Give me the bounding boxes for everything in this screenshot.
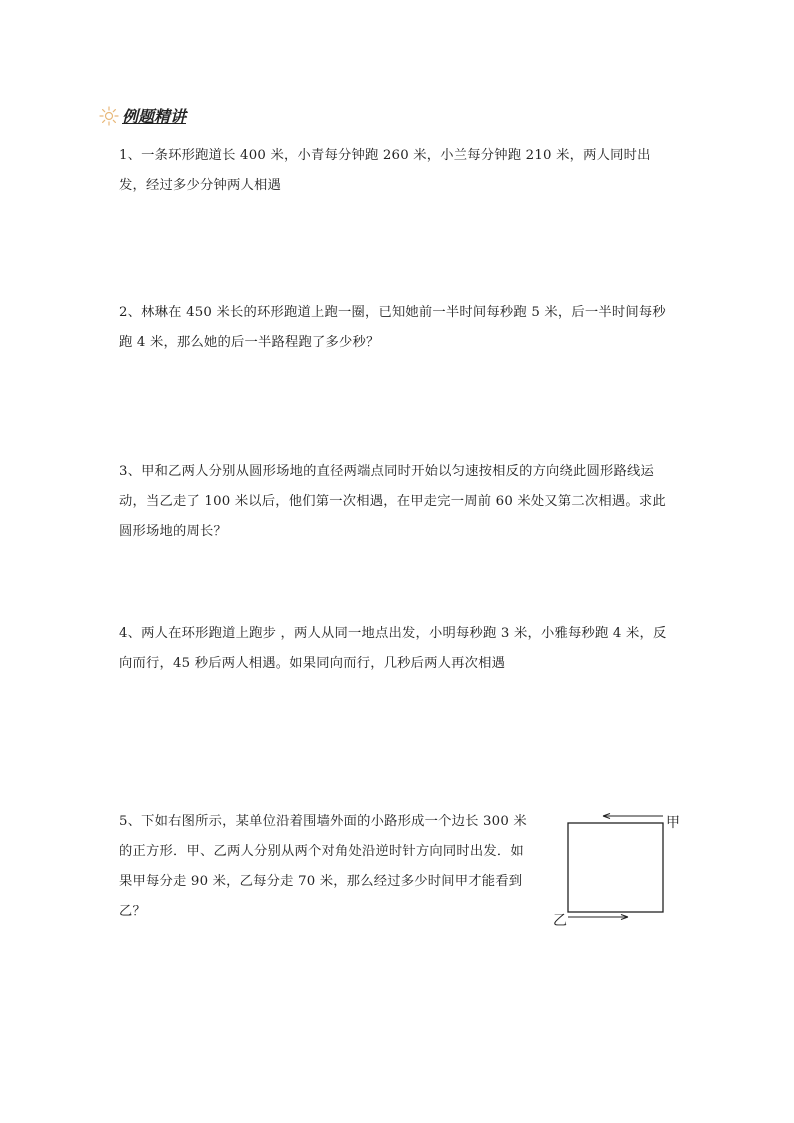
problem-line: 4、两人在环形跑道上跑步 ，两人从同一地点出发，小明每秒跑 3 米，小雅每秒跑 4 米，反 — [119, 626, 667, 641]
sun-icon — [98, 105, 120, 127]
arrow-right-icon — [568, 915, 628, 920]
problem-4 — [119, 619, 667, 679]
section-title: 例题精讲 — [122, 107, 187, 126]
problem-3 — [119, 457, 666, 547]
problem-2 — [119, 298, 666, 358]
problem-line: 果甲每分走 90 米，乙每分走 70 米，那么经过多少时间甲才能看到 — [119, 874, 523, 889]
problem-line: 乙？ — [119, 904, 146, 919]
problem-line: 5、下如右图所示，某单位沿着围墙外面的小路形成一个边长 300 米 — [119, 814, 527, 829]
problem-line: 2、林琳在 450 米长的环形跑道上跑一圈，已知她前一半时间每秒跑 5 米，后一半时间每秒 — [119, 305, 666, 320]
label-yi: 乙 — [553, 913, 567, 929]
label-jia: 甲 — [666, 815, 680, 831]
problem-line: 3、甲和乙两人分别从圆形场地的直径两端点同时开始以匀速按相反的方向绕此圆形路线运 — [119, 464, 655, 479]
problem-line: 跑 4 米，那么她的后一半路程跑了多少秒？ — [119, 335, 380, 350]
problem-1 — [119, 141, 651, 201]
problem-5 — [119, 807, 527, 927]
square-path-diagram — [550, 806, 690, 930]
square-path — [568, 823, 663, 912]
problem-line: 向而行，45 秒后两人相遇。如果同向而行，几秒后两人再次相遇 — [119, 656, 506, 671]
problem-line: 的正方形．甲、乙两人分别从两个对角处沿逆时针方向同时出发．如 — [119, 844, 524, 859]
section-heading — [98, 104, 186, 127]
problem-line: 发，经过多少分钟两人相遇 — [119, 178, 281, 193]
arrow-left-icon — [603, 814, 663, 819]
problem-line: 1、一条环形跑道长 400 米，小青每分钟跑 260 米，小兰每分钟跑 210 米，两人同时出 — [119, 148, 651, 163]
problem-line: 动，当乙走了 100 米以后，他们第一次相遇，在甲走完一周前 60 米处又第二次相遇。求此 — [119, 494, 666, 509]
problem-line: 圆形场地的周长？ — [119, 524, 227, 539]
